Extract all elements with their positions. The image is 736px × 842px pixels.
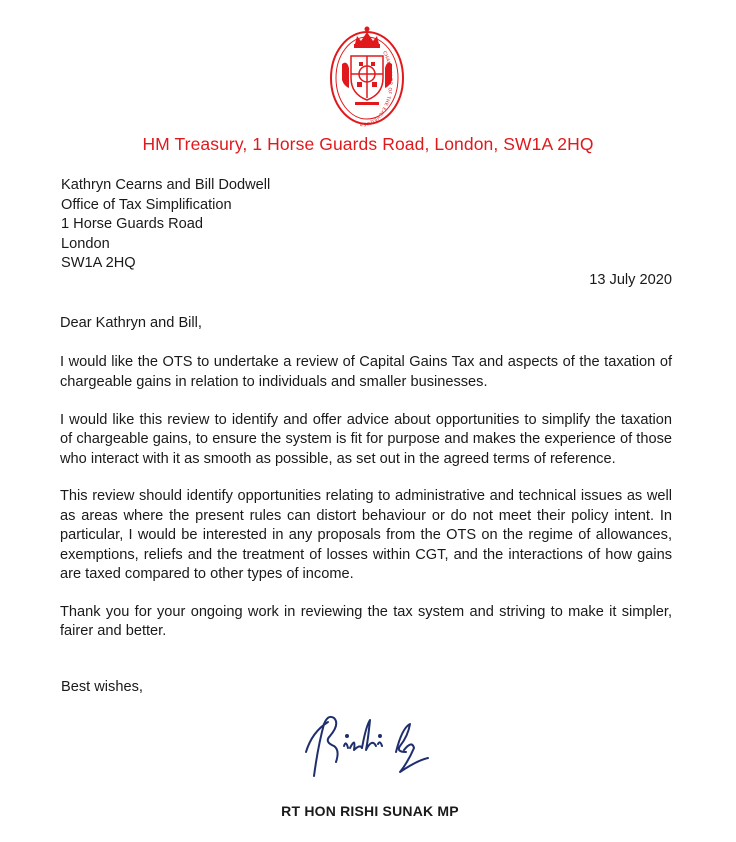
- recipient-line: SW1A 2HQ: [61, 255, 136, 272]
- recipient-line: Kathryn Cearns and Bill Dodwell: [61, 177, 271, 193]
- letterhead-address: HM Treasury, 1 Horse Guards Road, London, SW1A 2HQ: [142, 134, 594, 154]
- body-paragraph: This review should identify opportunities relating to administrative and technical issues as well as areas where the present rules can distort behaviour or do not meet their policy intent. In particular, I would be interested in any proposals from the OTS on the regime of allowances, exemptions, reliefs and the treatment of losses within CGT, and the interactions of how gains are taxed compared to other types of income.: [60, 488, 672, 583]
- signatory-name: [0, 803, 736, 819]
- recipient-line: Office of Tax Simplification: [61, 196, 232, 213]
- recipient-line: 1 Horse Guards Road: [61, 216, 203, 233]
- signature-icon: [300, 706, 440, 788]
- letter-date: 13 July 2020: [589, 272, 672, 288]
- salutation: Dear Kathryn and Bill,: [60, 315, 202, 331]
- body-paragraph: Thank you for your ongoing work in reviewing the tax system and striving to make it simpler, fairer and better.: [60, 603, 672, 640]
- letter-body: [60, 314, 672, 660]
- body-paragraph: I would like this review to identify and offer advice about opportunities to simplify the taxation of chargeable gains, to ensure the system is fit for purpose and makes the experience of those who interact with it as smooth as possible, as set out in the agreed terms of reference.: [60, 411, 672, 467]
- recipient-address: [61, 176, 270, 274]
- seal-ring-text: CHANCELLOR OF THE EXCHEQUER: [359, 50, 393, 126]
- chancellor-seal-icon: [327, 16, 407, 128]
- closing: Best wishes,: [61, 679, 143, 695]
- signatory-name-text: RT HON RISHI SUNAK MP: [281, 803, 459, 819]
- body-paragraph: I would like the OTS to undertake a review of Capital Gains Tax and aspects of the taxation of chargeable gains in relation to individuals and smaller businesses.: [60, 354, 672, 390]
- recipient-line: London: [61, 235, 110, 252]
